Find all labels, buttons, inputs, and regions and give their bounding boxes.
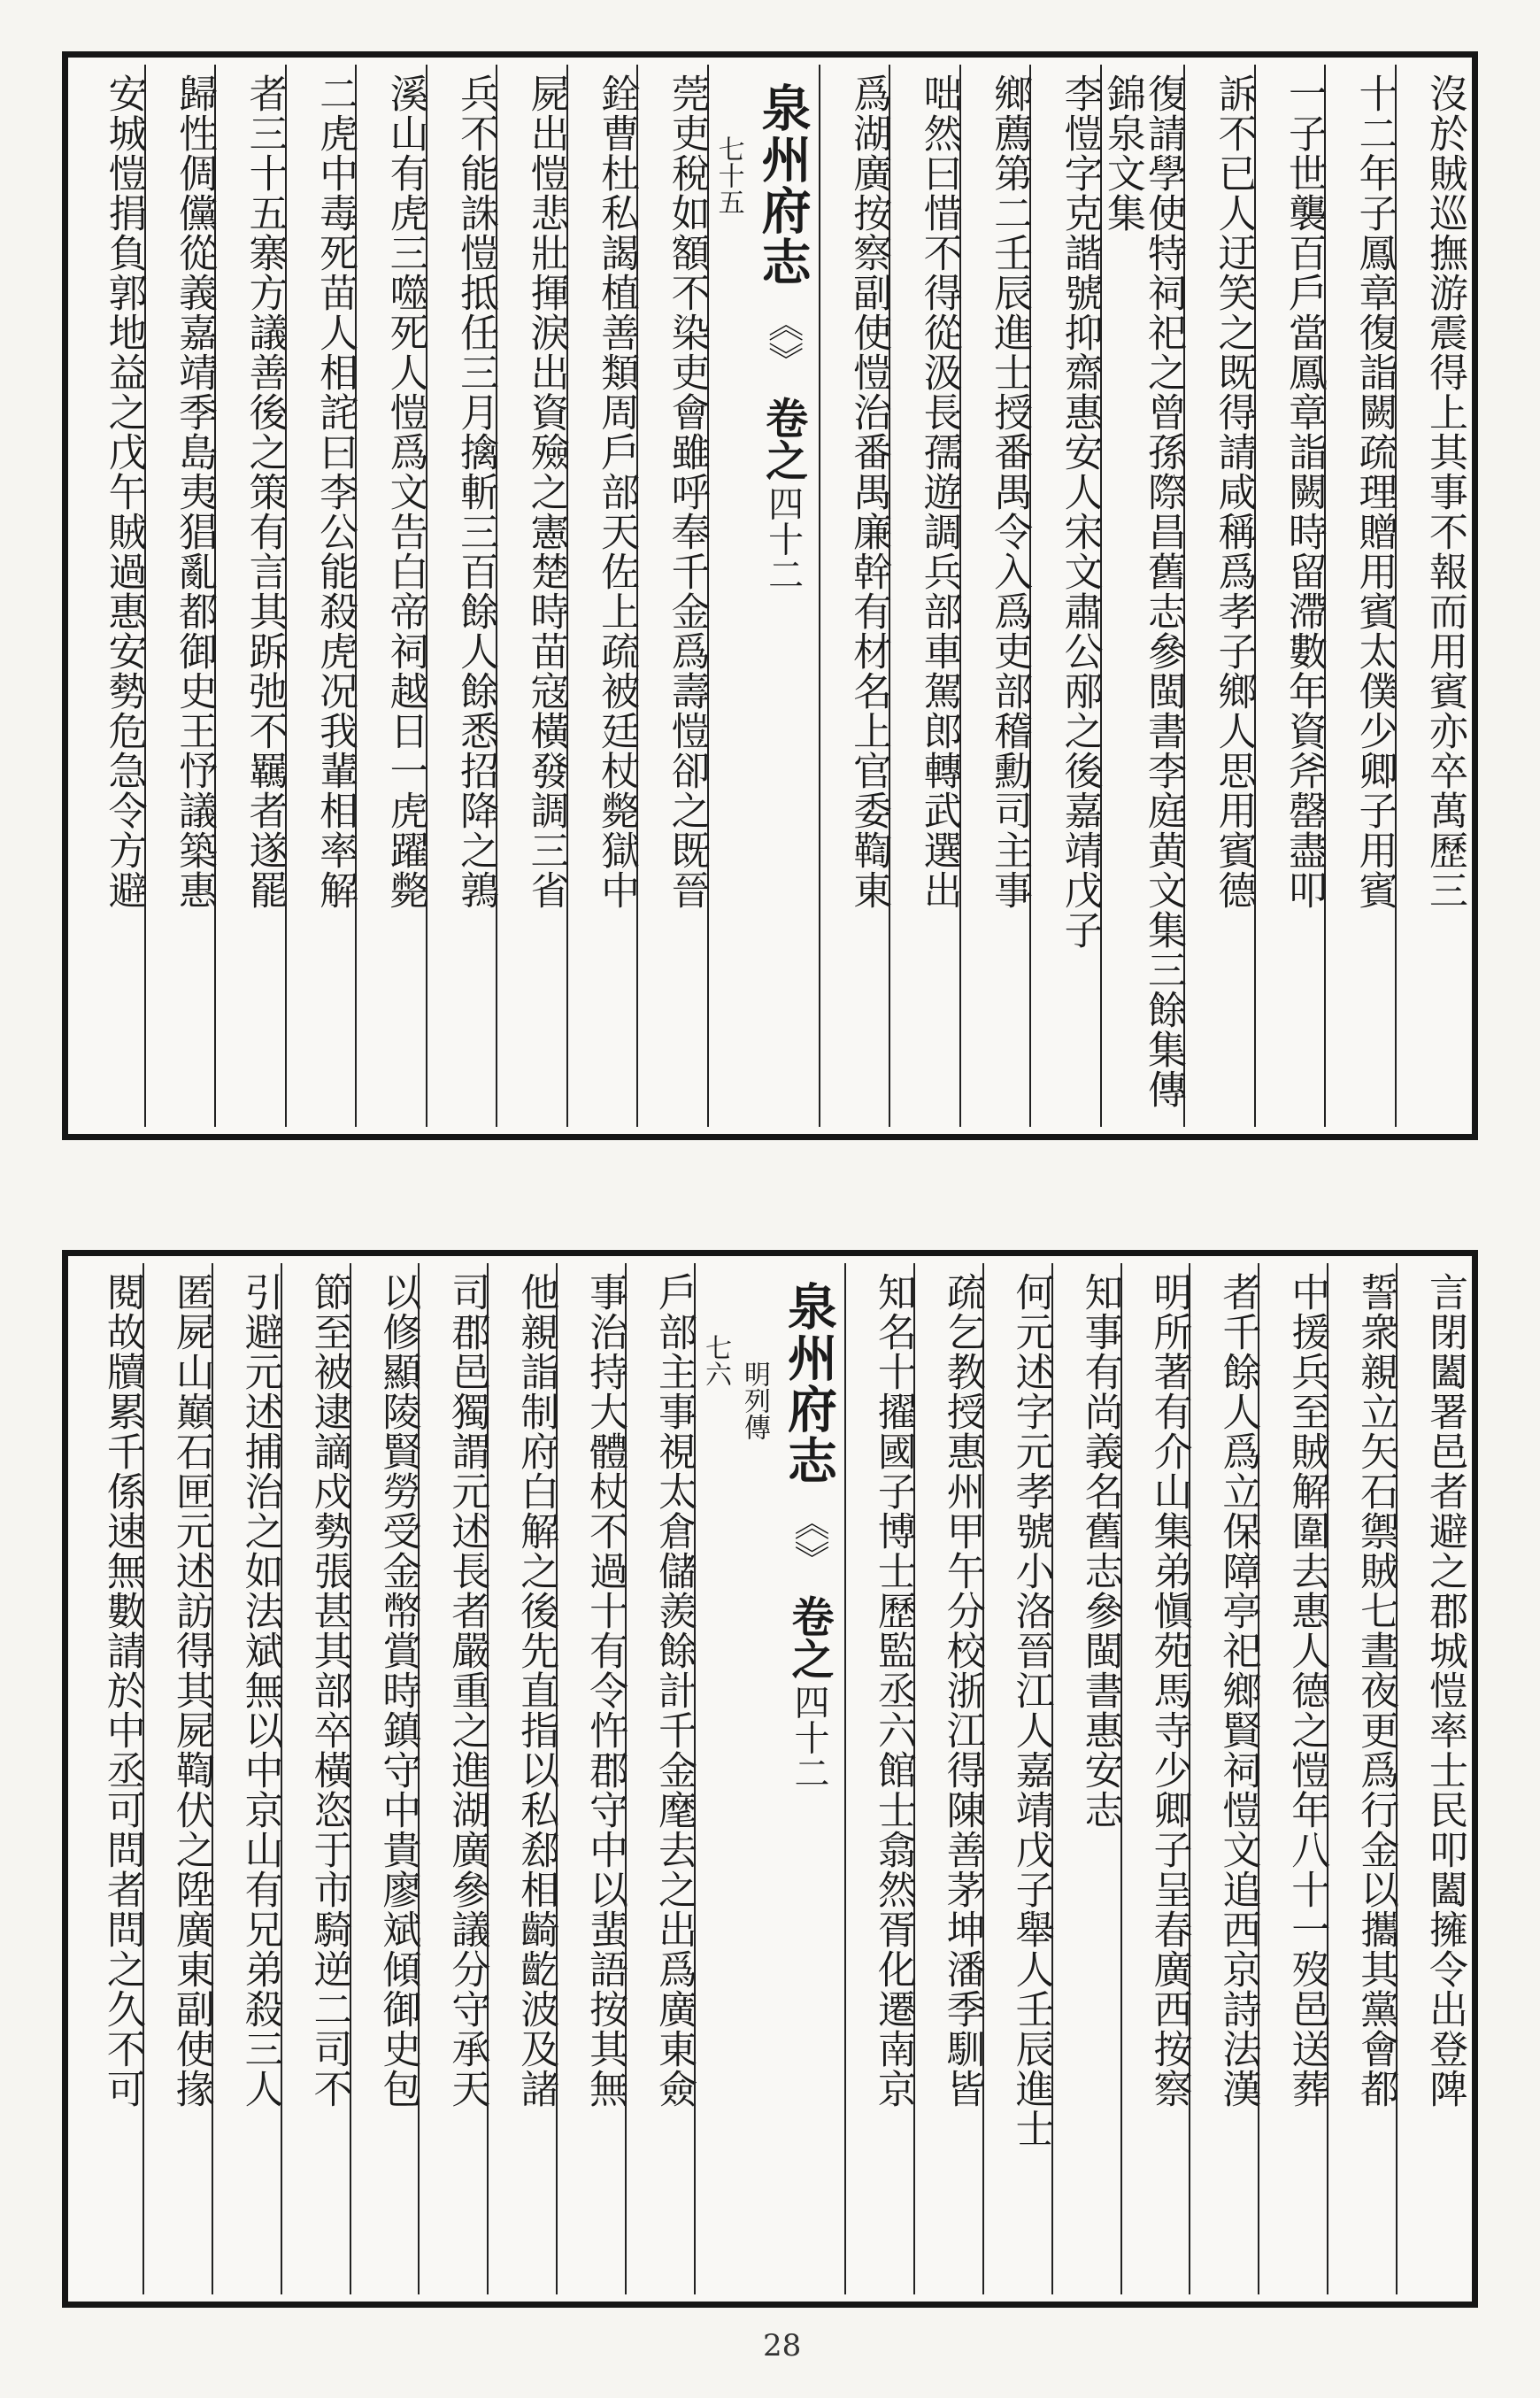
text-column: 誓衆親立矢石禦賊七晝夜更爲行金以攜其黨會都 bbox=[1327, 1263, 1396, 2294]
text-column: 二虎中毒死苗人相詫曰李公能殺虎况我輩相率解 bbox=[285, 65, 356, 1127]
text-column: 歸性倜儻從義嘉靖季島夷猖亂都御史王忬議築惠 bbox=[144, 65, 215, 1127]
volume-number: 四十二 bbox=[762, 485, 804, 592]
text-column: 以修顯陵賢勞受金幣賞時鎮守中貴廖斌傾御史包 bbox=[350, 1263, 419, 2294]
book-title: 泉州府志 bbox=[779, 1281, 838, 1486]
text-column: 節至被逮謫戍勢張甚其部卒橫恣于市騎逆二司不 bbox=[281, 1263, 350, 2294]
leaf-number: 七十五 bbox=[712, 135, 744, 215]
center-margin-label bbox=[694, 1263, 844, 2294]
bottom-columns bbox=[75, 1263, 1465, 2294]
text-column: 司郡邑獨謂元述長者嚴重之進湖廣參議分守承天 bbox=[418, 1263, 487, 2294]
text-column: 復請學使特祠祀之曾孫際昌舊志參閩書李庭黄文集三餘集傳錦泉文集 bbox=[1100, 65, 1183, 1127]
text-column: 明所著有介山集弟愼苑馬寺少卿子呈春廣西按察 bbox=[1120, 1263, 1190, 2294]
text-column: 引避元述捕治之如法斌無以中京山有兄弟殺三人 bbox=[212, 1263, 281, 2294]
text-column: 沒於賊巡撫游震得上其事不報而用賓亦卒萬歷三 bbox=[1395, 65, 1466, 1127]
text-column: 者三十五寨方議善後之策有言其跅弛不羈者遂罷 bbox=[214, 65, 285, 1127]
text-column: 十二年子鳳章復詣闕疏理贈用賓太僕少卿子用賓 bbox=[1324, 65, 1395, 1127]
section-label: 明列傳 bbox=[738, 1361, 770, 1440]
text-column: 鄉薦第二壬辰進士授番禺令入爲吏部稽勳司主事 bbox=[959, 65, 1030, 1127]
text-column: 安城愷捐負郭地益之戊午賊過惠安勢危急令方避 bbox=[101, 73, 147, 910]
text-column: 何元述字元孝號小洛晉江人嘉靖戊子舉人壬辰進士 bbox=[982, 1263, 1051, 2294]
text-column: 一子世襲百戶當鳳章詣闕時留滯數年資斧罄盡叩 bbox=[1254, 65, 1325, 1127]
fish-tail-mark-icon: 《》 bbox=[788, 1505, 829, 1577]
text-column: 言閉闔署邑者避之郡城愷率士民叩闔擁令出登陴 bbox=[1396, 1263, 1465, 2294]
leaf-number: 七六 bbox=[699, 1334, 731, 1387]
text-column: 者千餘人爲立保障亭祀鄉賢祠愷文追西京詩法漢 bbox=[1189, 1263, 1258, 2294]
text-column: 他親詣制府白解之後先直指以私郄相齮齕波及諸 bbox=[487, 1263, 556, 2294]
volume-label: 卷之 bbox=[783, 1594, 834, 1680]
text-column: 閱故牘累千係速無數請於中丞可問者問之久不可 bbox=[99, 1272, 145, 2109]
text-column: 匿屍山巔石匣元述訪得其屍鞫伏之陞廣東副使掾 bbox=[142, 1263, 212, 2294]
text-column: 莞吏稅如額不染吏會雖呼奉千金爲壽愷卻之既晉 bbox=[636, 65, 707, 1127]
volume-number: 四十二 bbox=[788, 1684, 829, 1791]
center-margin-label bbox=[707, 65, 819, 1127]
text-column: 知名十擢國子博士歷監丞六館士翕然胥化遷南京 bbox=[844, 1263, 913, 2294]
text-column: 溪山有虎三噬死人愷爲文告白帝祠越日一虎躍斃 bbox=[355, 65, 426, 1127]
text-column: 李愷字克諧號抑齋惠安人宋文肅公邴之後嘉靖戊子 bbox=[1029, 65, 1100, 1127]
text-column: 爲湖廣按察副使愷治番禺廉幹有材名上官委鞫東 bbox=[819, 65, 889, 1127]
top-columns bbox=[75, 65, 1465, 1127]
text-column: 訴不已人迂笑之既得請咸稱爲孝子鄉人思用賓德 bbox=[1183, 65, 1254, 1127]
text-column: 屍出愷悲壯揮淚出資殮之憲楚時苗寇橫發調三省 bbox=[496, 65, 566, 1127]
bottom-half-page bbox=[62, 1250, 1478, 2308]
text-column: 知事有尚義名舊志參閩書惠安志 bbox=[1051, 1263, 1120, 2294]
text-column: 銓曹杜私謁植善類周戶部天佐上疏被廷杖斃獄中 bbox=[566, 65, 637, 1127]
text-column: 疏乞教授惠州甲午分校浙江得陳善茅坤潘季馴皆 bbox=[913, 1263, 982, 2294]
text-column: 咄然曰惜不得從汲長孺遊調兵部車駕郎轉武選出 bbox=[889, 65, 959, 1127]
text-column: 戶部主事視太倉儲羨餘計千金麾去之出爲廣東僉 bbox=[625, 1263, 694, 2294]
fish-tail-mark-icon: 《》 bbox=[762, 306, 804, 378]
text-column: 中援兵至賊解圍去惠人德之愷年八十一歿邑送葬 bbox=[1258, 1263, 1327, 2294]
book-title: 泉州府志 bbox=[753, 82, 812, 288]
sheet-number: 28 bbox=[763, 2328, 802, 2363]
text-column: 事治持大體杖不過十有令忤郡守中以蜚語按其無 bbox=[556, 1263, 625, 2294]
volume-label: 卷之 bbox=[758, 396, 808, 482]
top-half-page bbox=[62, 51, 1478, 1140]
text-column: 兵不能誅愷抵任三月擒斬三百餘人餘悉招降之鶉 bbox=[426, 65, 497, 1127]
